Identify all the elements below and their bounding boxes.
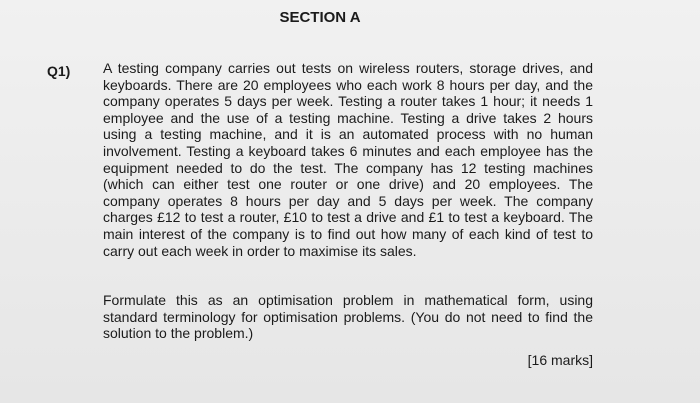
question-number: Q1)	[47, 63, 71, 79]
section-title: SECTION A	[279, 9, 361, 26]
question-body-paragraph: A testing company carries out tests on wireless routers, storage drives, and keyboards. There are 20 employees who each work 8 hours per day, and the company operates 5 days per week. Testing a router takes 1 hour; it needs 1 employee and the use of a testing machine. Testing a drive takes 2 hours using a testing machine, and it is an automated process with no human involvement. Testing a keyboard takes 6 minutes and each employee has the equipment needed to do the test. The company has 12 testing machines (which can either test one router or one drive) and 20 employees. The company operates 8 hours per day and 5 days per week. The company charges £12 to test a router, £10 to test a drive and £1 to test a keyboard. The main interest of the company is to find out how many of each kind of test to carry out each week in order to maximise its sales.	[103, 60, 593, 259]
question-instruction-paragraph: Formulate this as an optimisation problem in mathematical form, using standard terminology for optimisation problems. (You do not need to find the solution to the problem.)	[103, 292, 593, 342]
marks-label: [16 marks]	[527, 352, 593, 368]
